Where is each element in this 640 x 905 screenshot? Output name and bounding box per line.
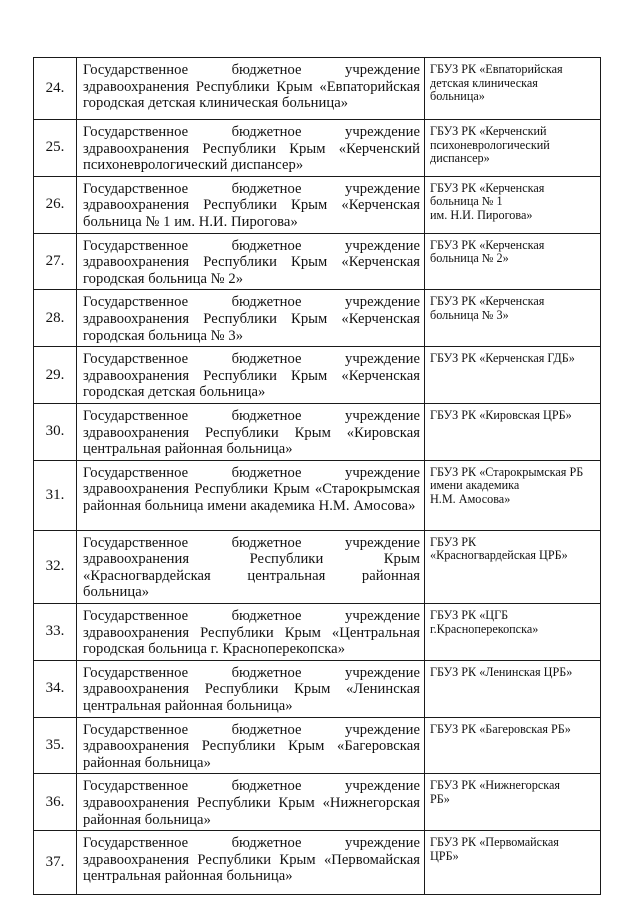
short-name-line: «Красногвардейская ЦРБ» [430, 548, 568, 563]
institution-full-name: Государственное бюджетное учреждение здравоохранения Республики Крым «Багеровская районная больница» [77, 717, 425, 774]
row-number: 24. [34, 58, 77, 120]
institution-short-name [425, 290, 601, 347]
institution-full-name: Государственное бюджетное учреждение здравоохранения Республики Крым «Центральная городская больница г. Красноперекопска» [77, 604, 425, 661]
institution-full-name: Государственное бюджетное учреждение здравоохранения Республики Крым «Керченская городская больница № 2» [77, 233, 425, 290]
institution-full-name: Государственное бюджетное учреждение здравоохранения Республики Крым «Красногвардейская центральная районная больница» [77, 530, 425, 603]
short-name-line: ГБУЗ РК «Нижнегорская [430, 778, 561, 793]
row-number: 33. [34, 604, 77, 661]
short-name-line: ГБУЗ РК «Керченская ГДБ» [430, 351, 575, 366]
row-number: 28. [34, 290, 77, 347]
institution-short-name [425, 717, 601, 774]
table-row [34, 660, 601, 717]
institution-short-name [425, 530, 601, 603]
institution-full-name: Государственное бюджетное учреждение здравоохранения Республики Крым «Керченская городская детская больница» [77, 347, 425, 404]
short-name-line: ЦРБ» [430, 848, 459, 863]
institution-full-name: Государственное бюджетное учреждение здравоохранения Республики Крым «Старокрымская районная больница имени академика Н.М. Амосова» [77, 460, 425, 530]
short-name-line: имени академика [430, 478, 520, 493]
short-name-line: больница № 2» [430, 251, 509, 266]
table-row [34, 774, 601, 831]
institution-full-name: Государственное бюджетное учреждение здравоохранения Республики Крым «Керченская больница № 1 им. Н.И. Пирогова» [77, 176, 425, 233]
short-name-line: больница № 3» [430, 307, 509, 322]
short-name-line: ГБУЗ РК «Керченская [430, 237, 545, 252]
table-row [34, 233, 601, 290]
row-number: 25. [34, 120, 77, 177]
table-row [34, 604, 601, 661]
table-body [34, 58, 601, 895]
row-number: 30. [34, 403, 77, 460]
institution-short-name [425, 403, 601, 460]
row-number: 34. [34, 660, 77, 717]
institution-short-name [425, 831, 601, 895]
short-name-line: РБ» [430, 792, 450, 806]
institution-full-name: Государственное бюджетное учреждение здравоохранения Республики Крым «Ленинская центральная районная больница» [77, 660, 425, 717]
table-row [34, 58, 601, 120]
short-name-line: ГБУЗ РК «Ленинская ЦРБ» [430, 664, 573, 679]
short-name-line: ГБУЗ РК [430, 534, 477, 549]
row-number: 32. [34, 530, 77, 603]
table-row [34, 120, 601, 177]
institution-short-name [425, 660, 601, 717]
institution-full-name: Государственное бюджетное учреждение здравоохранения Республики Крым «Первомайская центральная районная больница» [77, 831, 425, 895]
institution-short-name [425, 347, 601, 404]
short-name-line: больница» [430, 89, 485, 104]
short-name-line: ГБУЗ РК «Керченская [430, 180, 545, 195]
short-name-line: детская клиническая [430, 75, 538, 90]
row-number: 26. [34, 176, 77, 233]
short-name-line: диспансер» [430, 151, 490, 166]
short-name-line: ГБУЗ РК «Керченская [430, 294, 545, 309]
short-name-line: ГБУЗ РК «Евпаторийская [430, 62, 563, 76]
table-row [34, 717, 601, 774]
institution-full-name: Государственное бюджетное учреждение здравоохранения Республики Крым «Кировская центральная районная больница» [77, 403, 425, 460]
institution-short-name [425, 604, 601, 661]
table-row [34, 176, 601, 233]
row-number: 35. [34, 717, 77, 774]
table-row [34, 530, 601, 603]
table-row [34, 347, 601, 404]
institution-short-name [425, 58, 601, 120]
row-number: 29. [34, 347, 77, 404]
institution-short-name [425, 233, 601, 290]
institution-full-name: Государственное бюджетное учреждение здравоохранения Республики Крым «Нижнегорская районная больница» [77, 774, 425, 831]
short-name-line: ГБУЗ РК «Старокрымская РБ [430, 464, 584, 479]
institution-full-name: Государственное бюджетное учреждение здравоохранения Республики Крым «Евпаторийская городская детская клиническая больница» [77, 58, 425, 120]
short-name-line: ГБУЗ РК «Первомайская [430, 835, 559, 850]
table-row [34, 460, 601, 530]
table-row [34, 403, 601, 460]
institution-short-name [425, 176, 601, 233]
short-name-line: ГБУЗ РК «Керченский [430, 124, 547, 138]
short-name-line: им. Н.И. Пирогова» [430, 207, 533, 222]
short-name-line: ГБУЗ РК «Багеровская РБ» [430, 721, 571, 736]
institution-short-name [425, 460, 601, 530]
row-number: 37. [34, 831, 77, 895]
short-name-line: ГБУЗ РК «Кировская ЦРБ» [430, 407, 572, 422]
institution-full-name: Государственное бюджетное учреждение здравоохранения Республики Крым «Керченская городская больница № 3» [77, 290, 425, 347]
institution-short-name [425, 774, 601, 831]
short-name-line: больница № 1 [430, 194, 503, 209]
row-number: 31. [34, 460, 77, 530]
institution-full-name: Государственное бюджетное учреждение здравоохранения Республики Крым «Керченский психоневрологический диспансер» [77, 120, 425, 177]
table-row [34, 290, 601, 347]
short-name-line: ГБУЗ РК «ЦГБ [430, 608, 509, 623]
row-number: 36. [34, 774, 77, 831]
row-number: 27. [34, 233, 77, 290]
short-name-line: г.Красноперекопска» [430, 621, 539, 636]
institution-short-name [425, 120, 601, 177]
table-row [34, 831, 601, 895]
short-name-line: Н.М. Амосова» [430, 491, 511, 506]
institutions-table [33, 57, 601, 895]
short-name-line: психоневрологический [430, 137, 550, 152]
